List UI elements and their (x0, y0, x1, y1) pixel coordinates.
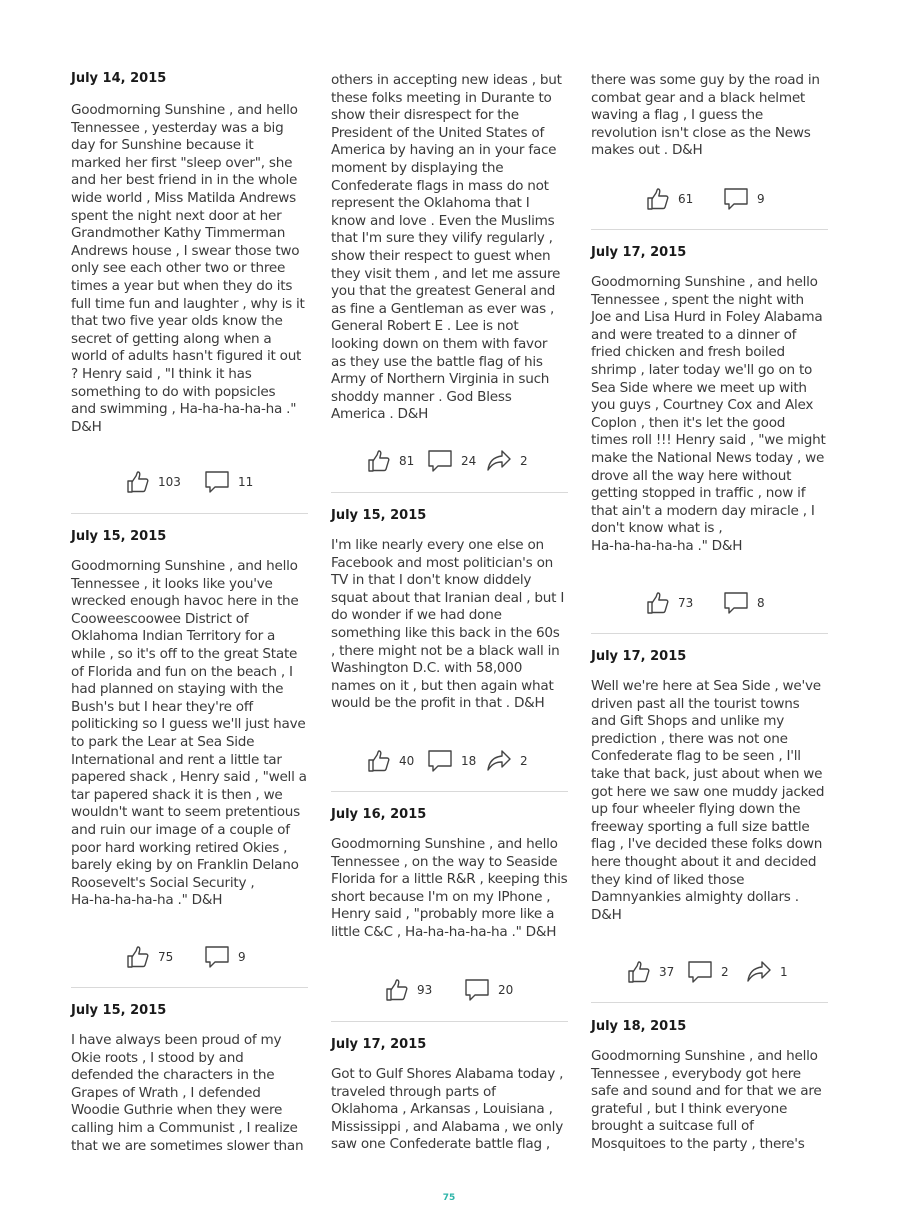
post-date: July 17, 2015 (591, 649, 687, 664)
text-line: something like this back in the 60s (331, 624, 560, 641)
post-divider (331, 791, 568, 792)
post-text (331, 1066, 569, 1154)
text-line: Mississippi , and Alabama , we only (331, 1118, 563, 1135)
post-text (591, 274, 829, 556)
comment-button[interactable] (464, 975, 513, 1005)
post-text (71, 102, 309, 436)
post-divider (331, 492, 568, 493)
text-line: Oklahoma , Arkansas , Louisiana , (331, 1101, 553, 1118)
post-divider (591, 1002, 828, 1003)
like-count: 75 (158, 950, 174, 964)
text-line: D&H (71, 418, 102, 435)
text-line: that ain't a modern day miracle , I (591, 502, 815, 519)
text-line: and were treated to a dinner of (591, 326, 797, 343)
text-line: times roll !!! Henry said , "we might (591, 432, 826, 449)
share-button[interactable] (486, 446, 528, 476)
text-line: flag , I've decided these folks down (591, 836, 823, 853)
comment-button[interactable] (723, 184, 765, 214)
text-line: show their disrespect for the (331, 107, 519, 124)
text-line: make the National News today , we (591, 449, 825, 466)
text-line: you guys , Courtney Cox and Alex (591, 397, 814, 414)
post-divider (71, 513, 308, 514)
post-stats (331, 746, 569, 776)
text-line: Well we're here at Sea Side , we've (591, 678, 821, 694)
comment-button[interactable] (204, 467, 253, 497)
text-line: little C&C , Ha-ha-ha-ha-ha ." D&H (331, 923, 557, 940)
text-line: D&H (591, 906, 622, 923)
text-line: revolution isn't close as the News (591, 124, 811, 141)
text-line: looking down on them with favor (331, 335, 548, 352)
text-line: Washington D.C. with 58,000 (331, 660, 523, 677)
text-line: Got to Gulf Shores Alabama today , (331, 1066, 564, 1082)
text-line: defended the characters in the (71, 1067, 275, 1084)
post-date: July 16, 2015 (331, 807, 427, 822)
text-line: shoddy manner . God Bless (331, 388, 512, 405)
comment-count: 18 (461, 754, 477, 768)
text-line: Army of Northern Virginia in such (331, 371, 550, 388)
share-count: 2 (520, 454, 528, 468)
like-button[interactable] (646, 184, 693, 214)
comment-icon (204, 944, 230, 970)
text-line: would be the profit in that . D&H (331, 695, 545, 712)
comment-button[interactable] (204, 942, 246, 972)
text-line: ? Henry said , "I think it has (71, 365, 252, 382)
text-line: Grandmother Kathy Timmerman (71, 225, 286, 242)
text-line: I'm like nearly every one else on (331, 537, 544, 553)
comment-icon (687, 959, 713, 985)
text-line: to park the Lear at Sea Side (71, 733, 255, 750)
text-line: got here we saw one muddy jacked (591, 783, 825, 800)
thumbs-up-icon (646, 187, 670, 211)
text-line: Ha-ha-ha-ha-ha ." D&H (591, 537, 743, 554)
text-line: Goodmorning Sunshine , and hello (591, 274, 818, 290)
text-line: marked her first "sleep over", she (71, 154, 293, 171)
post-date: July 17, 2015 (331, 1037, 427, 1052)
text-line: that two five year olds know the (71, 313, 283, 330)
text-line: know and love . Even the Muslims (331, 212, 555, 229)
text-line: while , so it's off to the great State (71, 645, 298, 662)
text-line: waving a flag , I guess the (591, 107, 763, 124)
text-line: Bush's but I hear they're off (71, 698, 253, 715)
post-stats (331, 975, 569, 1005)
text-line: as they use the battle flag of his (331, 353, 543, 370)
text-line: Goodmorning Sunshine , and hello (71, 102, 298, 118)
text-line: Coplon , then it's let the good (591, 414, 786, 431)
comment-count: 2 (721, 965, 729, 979)
share-icon (746, 960, 772, 984)
text-line: Tennessee , everybody got here (591, 1065, 801, 1082)
comment-icon (464, 977, 490, 1003)
text-line: Facebook and most politician's on (331, 554, 554, 571)
post-text (591, 678, 829, 924)
text-line: do wonder if we had done (331, 607, 502, 624)
text-line: Goodmorning Sunshine , and hello (591, 1048, 818, 1064)
post-divider (591, 229, 828, 230)
text-line: President of the United States of (331, 124, 545, 141)
text-line: spent the night next door at her (71, 207, 282, 224)
text-line: show their respect to guest when (331, 247, 551, 264)
post-date: July 18, 2015 (591, 1019, 687, 1034)
comment-button[interactable] (687, 957, 729, 987)
text-line: wrecked enough havoc here in the (71, 593, 299, 610)
text-line: Florida for a little R&R , keeping this (331, 871, 568, 888)
text-line: they visit them , and let me assure (331, 265, 561, 282)
like-button[interactable] (126, 942, 173, 972)
comment-button[interactable] (427, 746, 476, 776)
text-line: TV in that I don't know diddely (331, 572, 532, 589)
text-line: short because I'm on my IPhone , (331, 888, 551, 905)
post-stats (71, 467, 309, 497)
text-line: saw one Confederate battle flag , (331, 1136, 550, 1153)
comment-icon (723, 186, 749, 212)
text-line: up four wheeler flying down the (591, 801, 801, 818)
like-count: 93 (417, 983, 433, 997)
post-divider (331, 1021, 568, 1022)
text-line: Oklahoma Indian Territory for a (71, 628, 276, 645)
like-button[interactable] (126, 467, 181, 497)
post-stats (591, 957, 829, 987)
thumbs-up-icon (385, 978, 409, 1002)
comment-count: 24 (461, 454, 477, 468)
text-line: fried chicken and fresh boiled (591, 344, 785, 361)
post-text (331, 72, 569, 424)
text-line: barely eking by on Franklin Delano (71, 857, 299, 874)
text-line: politicking so I guess we'll just have (71, 716, 306, 733)
text-line: grateful , but I think everyone (591, 1100, 788, 1117)
text-line: names on it , but then again what (331, 677, 554, 694)
text-line: , there might not be a black wall in (331, 642, 560, 659)
text-line: that I'm sure they vilify regularly , (331, 230, 553, 247)
text-line: Mosquitoes to the party , there's (591, 1135, 805, 1152)
text-line: only see each other two or three (71, 260, 286, 277)
like-count: 73 (678, 596, 694, 610)
text-line: shrimp , later today we'll go on to (591, 361, 813, 378)
text-line: Okie roots , I stood by and (71, 1049, 244, 1066)
post-text (71, 558, 309, 910)
text-line: times a year but when they do its (71, 277, 293, 294)
text-line: full time fun and laughter , why is it (71, 295, 305, 312)
like-button[interactable] (627, 957, 674, 987)
text-line: as fine a Gentleman as ever was , (331, 300, 555, 317)
thumbs-up-icon (646, 591, 670, 615)
thumbs-up-icon (367, 449, 391, 473)
text-line: combat gear and a black helmet (591, 89, 806, 106)
post-stats (71, 942, 309, 972)
text-line: Tennessee , spent the night with (591, 291, 804, 308)
text-line: Confederate flags in mass do not (331, 177, 549, 194)
text-line: moment by displaying the (331, 159, 504, 176)
like-count: 40 (399, 754, 415, 768)
like-count: 103 (158, 475, 181, 489)
post-divider (591, 633, 828, 634)
comment-icon (427, 448, 453, 474)
thumbs-up-icon (126, 470, 150, 494)
thumbs-up-icon (627, 960, 651, 984)
text-line: these folks meeting in Durante to (331, 89, 552, 106)
text-line: day for Sunshine because it (71, 137, 254, 154)
text-line: represent the Oklahoma that I (331, 195, 530, 212)
text-line: Grapes of Wrath , I defended (71, 1084, 261, 1101)
comment-count: 20 (498, 983, 514, 997)
like-count: 61 (678, 192, 694, 206)
comment-count: 11 (238, 475, 254, 489)
text-line: here thought about it and decided (591, 853, 817, 870)
text-line: wide world , Miss Matilda Andrews (71, 189, 296, 206)
text-line: Sea Side where we meet up with (591, 379, 807, 396)
comment-icon (204, 469, 230, 495)
text-line: Tennessee , on the way to Seaside (331, 853, 558, 870)
post-text (591, 1048, 829, 1154)
text-line: Confederate flag to be seen , I'll (591, 748, 801, 765)
like-button[interactable] (646, 588, 693, 618)
post-stats (591, 588, 829, 618)
text-line: you that the greatest General and (331, 283, 556, 300)
text-line: Damnyankies almighty dollars . (591, 889, 799, 906)
text-line: squat about that Iranian deal , but I (331, 589, 565, 606)
thumbs-up-icon (126, 945, 150, 969)
comment-count: 9 (757, 192, 765, 206)
text-line: Woodie Guthrie when they were (71, 1102, 283, 1119)
text-line: and Gift Shops and unlike my (591, 713, 785, 730)
text-line: they kind of liked those (591, 871, 745, 888)
comment-button[interactable] (427, 446, 476, 476)
share-button[interactable] (486, 746, 528, 776)
post-date: July 17, 2015 (591, 245, 687, 260)
text-line: America . D&H (331, 406, 429, 423)
text-line: International and rent a little tar (71, 751, 282, 768)
text-line: wouldn't want to seem pretentious (71, 804, 300, 821)
post-text (331, 836, 569, 942)
post-date: July 14, 2015 (71, 71, 167, 86)
post-date: July 15, 2015 (71, 1003, 167, 1018)
text-line: take that back, just about when we (591, 765, 823, 782)
text-line: something to do with popsicles (71, 383, 276, 400)
like-button[interactable] (385, 975, 432, 1005)
post-stats (591, 184, 829, 214)
text-line: world of adults hasn't figured it out (71, 348, 302, 365)
thumbs-up-icon (367, 749, 391, 773)
like-button[interactable] (367, 446, 414, 476)
comment-count: 8 (757, 596, 765, 610)
text-line: General Robert E . Lee is not (331, 318, 519, 335)
share-count: 1 (780, 965, 788, 979)
text-line: Goodmorning Sunshine , and hello (71, 558, 298, 574)
share-icon (486, 449, 512, 473)
text-line: and her best friend in in the whole (71, 172, 298, 189)
text-line: Ha-ha-ha-ha-ha ." D&H (71, 892, 223, 909)
text-line: brought a suitcase full of (591, 1118, 754, 1135)
text-line: Henry said , "probably more like a (331, 906, 555, 923)
text-line: don't know what is , (591, 520, 723, 537)
text-line: others in accepting new ideas , but (331, 72, 562, 88)
text-line: that we are sometimes slower than (71, 1137, 304, 1154)
post-date: July 15, 2015 (331, 508, 427, 523)
text-line: driven past all the tourist towns (591, 695, 800, 712)
comment-button[interactable] (723, 588, 765, 618)
text-line: tar papered shack it is then , we (71, 786, 283, 803)
text-line: there was some guy by the road in (591, 72, 820, 88)
text-line: prediction , there was not one (591, 730, 788, 747)
post-date: July 15, 2015 (71, 529, 167, 544)
text-line: Roosevelt's Social Security , (71, 874, 255, 891)
text-line: secret of getting along when a (71, 330, 272, 347)
comment-icon (723, 590, 749, 616)
post-text (591, 72, 829, 160)
text-line: and ruin our image of a couple of (71, 821, 290, 838)
text-line: poor hard working retired Okies , (71, 839, 288, 856)
text-line: Cooweescoowee District of (71, 610, 249, 627)
text-line: Joe and Lisa Hurd in Foley Alabama (591, 309, 823, 326)
like-button[interactable] (367, 746, 414, 776)
share-count: 2 (520, 754, 528, 768)
share-button[interactable] (746, 957, 788, 987)
text-line: had planned on staying with the (71, 681, 284, 698)
text-line: of Florida and fun on the beach , I (71, 663, 293, 680)
text-line: getting stopped in traffic , now if (591, 485, 806, 502)
post-divider (71, 987, 308, 988)
post-stats (331, 446, 569, 476)
comment-icon (427, 748, 453, 774)
text-line: Goodmorning Sunshine , and hello (331, 836, 558, 852)
text-line: I have always been proud of my (71, 1032, 282, 1048)
text-line: traveled through parts of (331, 1083, 496, 1100)
text-line: calling him a Communist , I realize (71, 1119, 298, 1136)
comment-count: 9 (238, 950, 246, 964)
text-line: makes out . D&H (591, 142, 703, 159)
text-line: America by having an in your face (331, 142, 557, 159)
text-line: Andrews house , I swear those two (71, 242, 300, 259)
text-line: and swimming , Ha-ha-ha-ha-ha ." (71, 401, 297, 418)
like-count: 81 (399, 454, 415, 468)
text-line: Tennessee , yesterday was a big (71, 119, 284, 136)
post-text (71, 1032, 309, 1155)
text-line: safe and sound and for that we are (591, 1083, 822, 1100)
like-count: 37 (659, 965, 675, 979)
share-icon (486, 749, 512, 773)
post-text (331, 537, 569, 713)
text-line: papered shack , Henry said , "well a (71, 769, 307, 786)
page-number: 75 (442, 1193, 456, 1203)
text-line: freeway sporting a full size battle (591, 818, 810, 835)
text-line: Tennessee , it looks like you've (71, 575, 273, 592)
text-line: drove all the way here without (591, 467, 792, 484)
